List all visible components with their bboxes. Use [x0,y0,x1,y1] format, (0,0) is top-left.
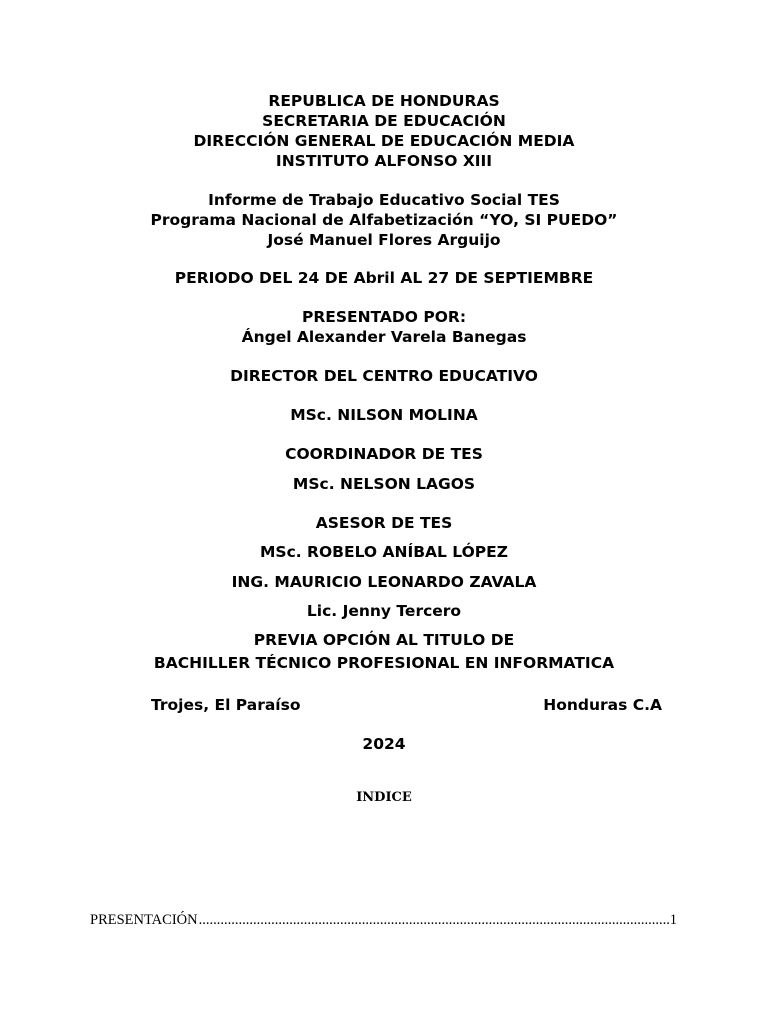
advisor-name: Lic. Jenny Tercero [306,602,462,620]
advisor-name: ING. MAURICIO LEONARDO ZAVALA [231,573,537,591]
toc-entry-label: PRESENTACIÓN [90,912,198,928]
presented-by-label: PRESENTADO POR: [301,308,467,326]
document-year: 2024 [362,735,406,753]
toc-entry-page: 1 [669,912,677,928]
header-institute: INSTITUTO ALFONSO XIII [275,152,493,170]
report-program: Programa Nacional de Alfabetización “YO, SI PUEDO” [150,211,618,229]
degree-line-2: BACHILLER TÉCNICO PROFESIONAL EN INFORMATICA [153,654,615,672]
director-label: DIRECTOR DEL CENTRO EDUCATIVO [230,367,538,385]
location-city: Trojes, El Paraíso [151,696,301,714]
director-name: MSc. NILSON MOLINA [290,406,478,424]
header-directorate: DIRECCIÓN GENERAL DE EDUCACIÓN MEDIA [193,132,575,150]
report-title: Informe de Trabajo Educativo Social TES [208,191,560,209]
report-period: PERIODO DEL 24 DE Abril AL 27 DE SEPTIEMBRE [174,269,594,287]
advisor-label: ASESOR DE TES [315,514,453,532]
degree-line-1: PREVIA OPCIÓN AL TITULO DE [253,631,515,649]
coordinator-name: MSc. NELSON LAGOS [292,475,476,493]
presenter-name: Ángel Alexander Varela Banegas [241,328,527,346]
report-school-name: José Manuel Flores Arguijo [267,231,501,249]
coordinator-label: COORDINADOR DE TES [285,445,483,463]
location-country: Honduras C.A [543,696,662,714]
advisor-name: MSc. ROBELO ANÍBAL LÓPEZ [260,543,508,561]
toc-entry[interactable] [90,910,677,930]
header-country: REPUBLICA DE HONDURAS [268,92,500,110]
index-title: INDICE [356,790,412,805]
header-ministry: SECRETARIA DE EDUCACIÓN [262,112,506,130]
toc-dot-leader [199,910,669,930]
